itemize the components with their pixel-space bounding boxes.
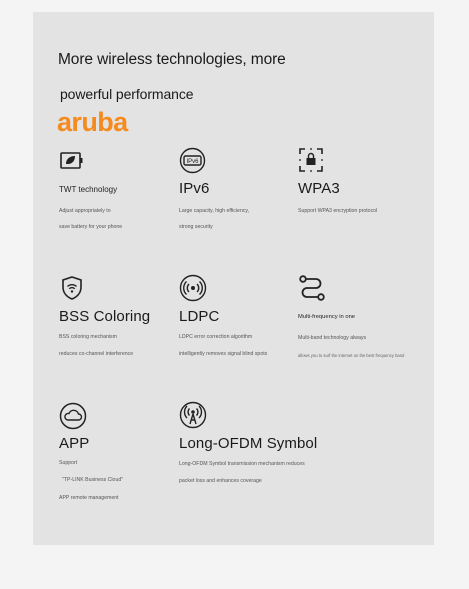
ipv6-icon-label: IPv6 — [186, 159, 199, 166]
lock-icon — [298, 147, 324, 173]
twt-desc-2: save battery for your phone — [59, 224, 123, 230]
twt-desc-1: Adjust appropriately to — [59, 208, 111, 214]
app-desc-3: APP remote management — [59, 495, 119, 501]
signal-icon — [179, 274, 207, 302]
multi-title: Multi-frequency in one — [298, 314, 356, 320]
app-title: APP — [59, 435, 90, 452]
app-desc-1: Support — [59, 460, 78, 466]
ipv6-title: IPv6 — [179, 180, 210, 197]
headline-line-2: powerful performance — [60, 86, 194, 102]
multi-desc-2: allows you to surf the internet on the best frequency band — [298, 353, 405, 358]
ipv6-icon — [179, 147, 206, 174]
app-desc-2: "TP-LINK Business Cloud" — [62, 477, 124, 483]
ofdm-desc-2: packet loss and enhances coverage — [179, 478, 262, 484]
bss-desc-2: reduces co-channel interference — [59, 351, 134, 357]
route-icon — [298, 274, 326, 302]
ldpc-title: LDPC — [179, 308, 220, 325]
ofdm-desc-1: Long-OFDM Symbol transmission mechanism reduces — [179, 461, 305, 467]
bss-desc-1: BSS coloring mechanism — [59, 334, 117, 340]
ipv6-desc-2: strong security — [179, 224, 213, 230]
wpa3-desc-1: Support WPA3 encryption protocol — [298, 208, 378, 214]
cloud-icon — [59, 402, 87, 430]
twt-title: TWT technology — [59, 185, 118, 194]
battery-leaf-icon — [59, 148, 85, 174]
headline-line-1: More wireless technologies, more — [58, 51, 286, 68]
multi-desc-1: Multi-band technology always — [298, 335, 367, 341]
aruba-logo: aruba — [57, 107, 128, 137]
ldpc-desc-2: intelligently removes signal blind spots — [179, 351, 268, 357]
wpa3-title: WPA3 — [298, 180, 340, 197]
ofdm-title: Long-OFDM Symbol — [179, 435, 318, 452]
feature-panel — [33, 12, 434, 545]
bss-title: BSS Coloring — [59, 308, 151, 325]
ldpc-desc-1: LDPC error correction algorithm — [179, 334, 253, 340]
ipv6-desc-1: Large capacity, high efficiency, — [179, 208, 250, 214]
antenna-icon — [179, 401, 207, 429]
shield-wifi-icon — [59, 275, 85, 301]
